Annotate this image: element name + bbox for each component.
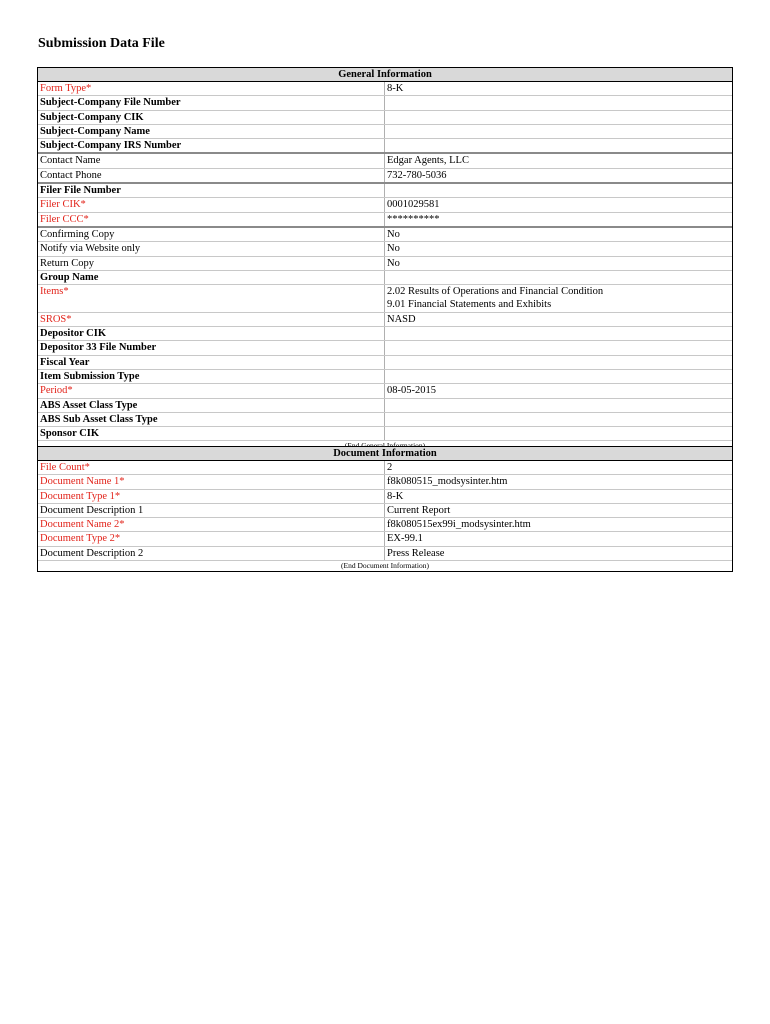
field-label: ABS Sub Asset Class Type <box>40 413 158 425</box>
field-value: Edgar Agents, LLC <box>384 154 732 167</box>
field-value <box>384 111 732 124</box>
field-value: Press Release <box>384 547 732 560</box>
field-label: Filer CIK* <box>40 199 86 211</box>
table-row <box>38 355 732 369</box>
table-row <box>38 340 732 354</box>
field-label: Depositor 33 File Number <box>40 342 157 354</box>
field-value: f8k080515ex99i_modsysinter.htm <box>384 518 732 531</box>
field-label: Subject-Company CIK <box>40 111 144 123</box>
table-row <box>38 256 732 270</box>
general-information-section <box>37 67 733 452</box>
table-row <box>38 398 732 412</box>
field-label: Fiscal Year <box>40 356 90 368</box>
table-row <box>38 226 732 241</box>
table-row <box>38 461 732 474</box>
document-information-section <box>37 446 733 572</box>
table-row <box>38 124 732 138</box>
table-row <box>38 531 732 545</box>
table-row <box>38 241 732 255</box>
table-row <box>38 110 732 124</box>
table-row <box>38 212 732 226</box>
table-row <box>38 412 732 426</box>
field-value: No <box>384 228 732 241</box>
field-value: 8-K <box>384 82 732 95</box>
document-information-footer: (End Document Information) <box>38 560 732 571</box>
field-value: 08-05-2015 <box>384 384 732 397</box>
general-information-header: General Information <box>38 68 732 82</box>
field-label: Depositor CIK <box>40 328 107 340</box>
field-value <box>384 271 732 284</box>
field-value: ********** <box>384 213 732 226</box>
field-value <box>384 184 732 197</box>
field-value: f8k080515_modsysinter.htm <box>384 475 732 488</box>
field-label: Filer File Number <box>40 185 121 197</box>
table-row <box>38 138 732 152</box>
field-value <box>384 96 732 109</box>
field-label: Document Type 1* <box>40 490 121 502</box>
table-row <box>38 152 732 167</box>
field-label: Contact Phone <box>40 169 102 181</box>
field-value: NASD <box>384 313 732 326</box>
field-value <box>384 139 732 152</box>
field-label: Document Name 2* <box>40 519 125 531</box>
field-value <box>384 427 732 440</box>
field-value: No <box>384 257 732 270</box>
field-value <box>384 356 732 369</box>
table-row <box>38 168 732 182</box>
table-row <box>38 284 732 312</box>
table-row <box>38 474 732 488</box>
document-information-header: Document Information <box>38 447 732 461</box>
table-row <box>38 369 732 383</box>
field-value: No <box>384 242 732 255</box>
field-value: Current Report <box>384 504 732 517</box>
field-label: Filer CCC* <box>40 213 89 225</box>
table-row <box>38 197 732 211</box>
field-value <box>384 341 732 354</box>
field-label: Document Description 2 <box>40 547 144 559</box>
field-label: ABS Asset Class Type <box>40 399 138 411</box>
field-label: Period* <box>40 385 73 397</box>
field-value: 2 <box>384 461 732 474</box>
field-label: Sponsor CIK <box>40 428 100 440</box>
field-label: Contact Name <box>40 155 101 167</box>
field-value <box>384 413 732 426</box>
field-label: Subject-Company File Number <box>40 97 181 109</box>
field-label: SROS* <box>40 313 72 325</box>
table-row <box>38 426 732 440</box>
table-row <box>38 546 732 560</box>
document-information-rows <box>38 461 732 560</box>
field-value <box>384 327 732 340</box>
field-label: Subject-Company Name <box>40 125 150 137</box>
table-row <box>38 312 732 326</box>
general-information-rows <box>38 82 732 440</box>
field-label: File Count* <box>40 462 90 473</box>
field-label: Document Name 1* <box>40 476 125 488</box>
field-label: Confirming Copy <box>40 228 115 240</box>
field-label: Subject-Company IRS Number <box>40 140 182 152</box>
field-label: Group Name <box>40 271 99 283</box>
table-row <box>38 503 732 517</box>
field-value <box>384 125 732 138</box>
field-label: Return Copy <box>40 257 94 269</box>
field-value: 2.02 Results of Operations and Financial Condition 9.01 Financial Statements and Exhibits <box>384 285 732 312</box>
field-value: 8-K <box>384 490 732 503</box>
field-value <box>384 370 732 383</box>
table-row <box>38 270 732 284</box>
field-value: 732-780-5036 <box>384 169 732 182</box>
field-value: 0001029581 <box>384 198 732 211</box>
page-title: Submission Data File <box>38 36 165 51</box>
table-row <box>38 82 732 95</box>
table-row <box>38 489 732 503</box>
table-row <box>38 182 732 197</box>
table-row <box>38 517 732 531</box>
field-label: Document Type 2* <box>40 533 121 545</box>
field-label: Form Type* <box>40 83 92 94</box>
field-value: EX-99.1 <box>384 532 732 545</box>
field-label: Notify via Website only <box>40 243 141 255</box>
table-row <box>38 383 732 397</box>
field-value <box>384 399 732 412</box>
table-row <box>38 326 732 340</box>
field-label: Items* <box>40 286 69 298</box>
field-label: Item Submission Type <box>40 370 140 382</box>
field-label: Document Description 1 <box>40 504 144 516</box>
table-row <box>38 95 732 109</box>
